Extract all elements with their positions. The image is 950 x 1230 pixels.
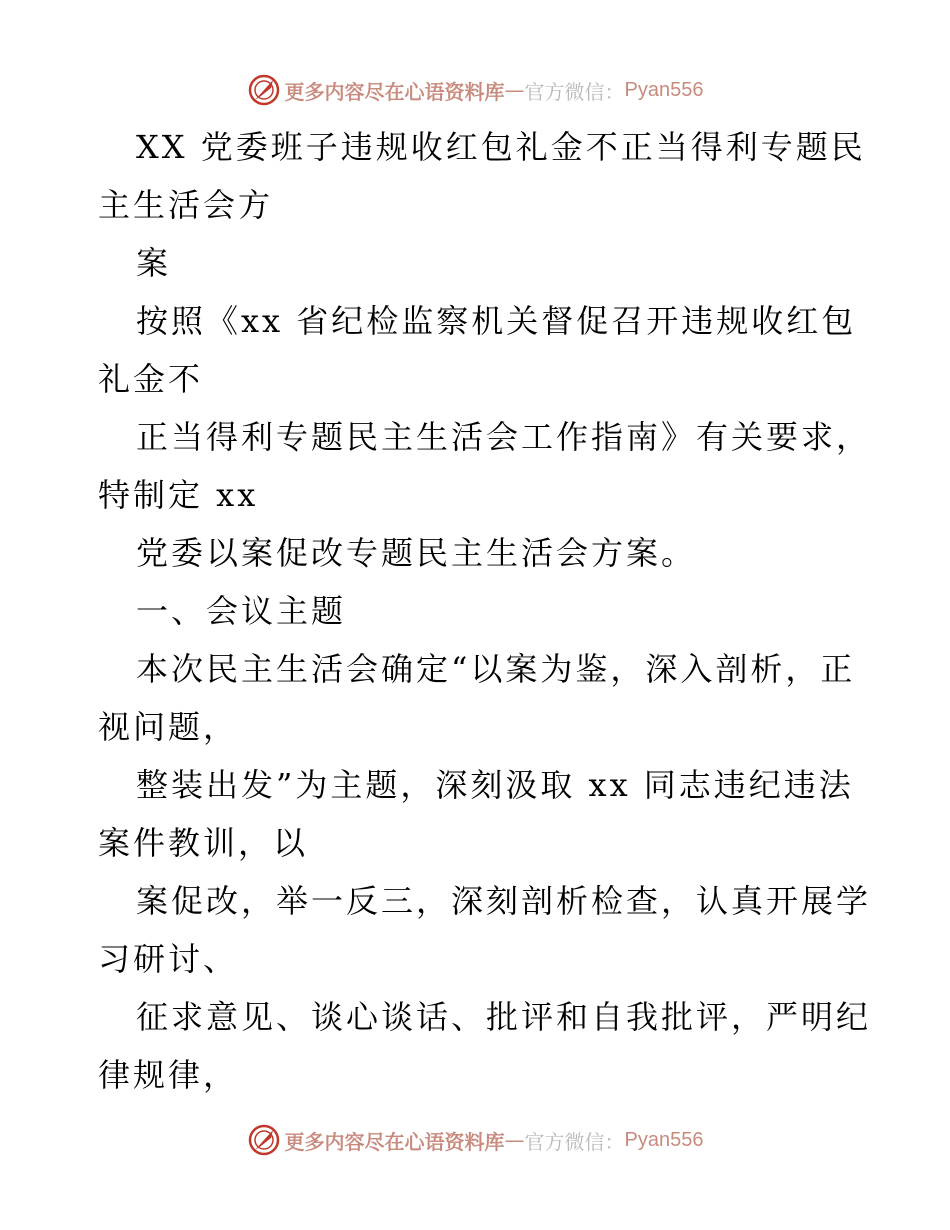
text-line: 主生活会方 bbox=[98, 186, 274, 224]
text-line: XX 党委班子违规收红包礼金不正当得利专题民 bbox=[136, 128, 866, 166]
footer-dash: — bbox=[504, 1128, 525, 1152]
text-line: 本次民主生活会确定“以案为鉴，深入剖析，正 bbox=[136, 650, 856, 688]
header-brand-text: 更多内容尽在心语资料库 bbox=[284, 79, 505, 104]
text-line: 礼金不 bbox=[98, 360, 204, 398]
text-line: 征求意见、谈心谈话、批评和自我批评，严明纪 bbox=[136, 998, 872, 1036]
text-line: 党委以案促改专题民主生活会方案。 bbox=[136, 534, 697, 572]
footer-wechat-id: Pyan556 bbox=[624, 1128, 704, 1151]
quill-logo-icon bbox=[247, 1123, 281, 1157]
header-dash: — bbox=[504, 78, 525, 102]
footer-brand-text: 更多内容尽在心语资料库 bbox=[284, 1129, 505, 1154]
text-line: 按照《xx 省纪检监察机关督促召开违规收红包 bbox=[136, 302, 857, 340]
text-line: 案 bbox=[136, 244, 172, 282]
text-line: 整装出发”为主题，深刻汲取 xx 同志违纪违法 bbox=[136, 766, 854, 804]
document-body bbox=[98, 118, 872, 1104]
header-banner bbox=[0, 70, 950, 110]
text-line: 一、会议主题 bbox=[136, 592, 347, 630]
text-line: 正当得利专题民主生活会工作指南》有关要求， bbox=[136, 418, 872, 456]
text-line: 案促改，举一反三，深刻剖析检查，认真开展学 bbox=[136, 882, 872, 920]
header-wechat-id: Pyan556 bbox=[624, 78, 704, 101]
header-wechat-label: 官方微信： bbox=[524, 79, 625, 104]
text-line: 案件教训，以 bbox=[98, 824, 309, 862]
footer-wechat-label: 官方微信： bbox=[524, 1129, 625, 1154]
text-line: 视问题， bbox=[98, 708, 239, 746]
footer-banner bbox=[0, 1120, 950, 1160]
quill-logo-icon bbox=[247, 73, 281, 107]
text-line: 律规律， bbox=[98, 1056, 239, 1094]
text-line: 习研讨、 bbox=[98, 940, 239, 978]
text-line: 特制定 xx bbox=[98, 476, 259, 514]
